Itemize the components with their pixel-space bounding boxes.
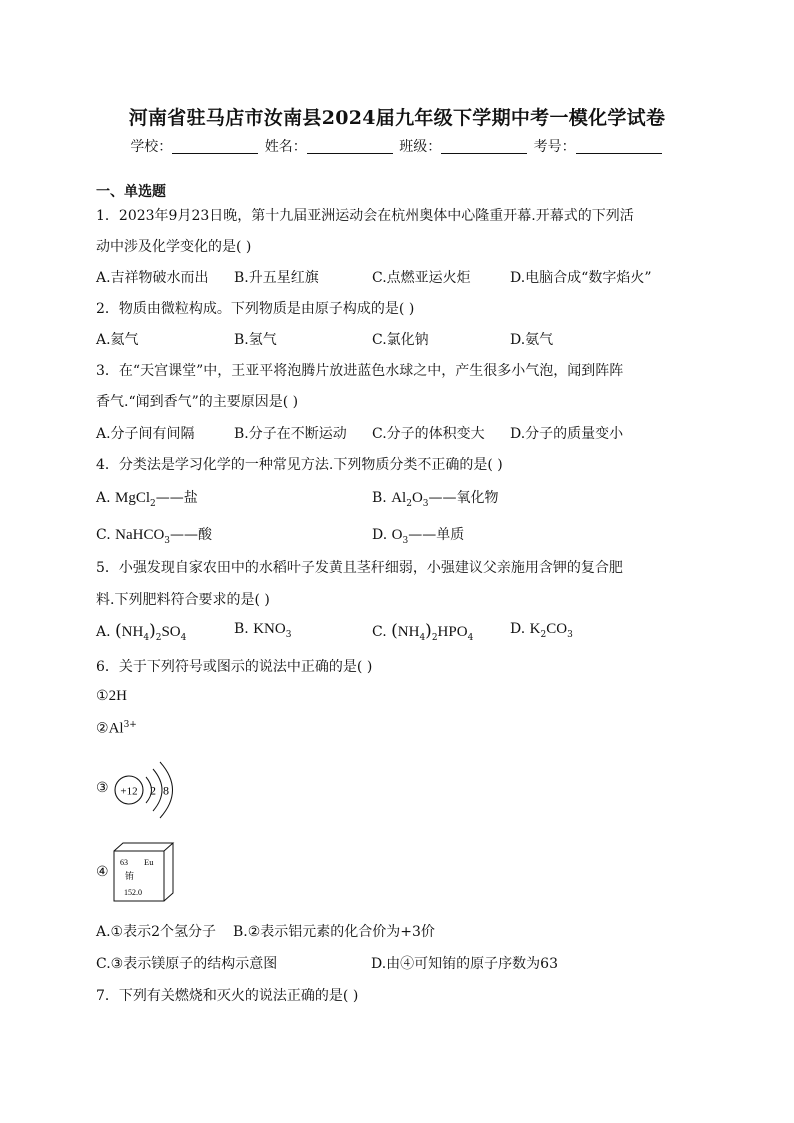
element-name: 铕 <box>125 872 135 882</box>
q5-option-c <box>372 621 473 643</box>
q6-item-4-number: ④ <box>96 864 109 880</box>
q2-option-a: A.氦气 <box>96 332 139 348</box>
q4-option-b <box>372 487 499 509</box>
q3-option-b: B.分子在不断运动 <box>234 426 347 442</box>
q3-option-c: C.分子的体积变大 <box>372 426 485 442</box>
subscript: 2 <box>155 632 162 643</box>
question-3-line-2: 香气.“闻到香气”的主要原因是( ) <box>96 394 299 410</box>
formula-text: NH <box>397 624 420 640</box>
left-paren: ( <box>391 621 398 641</box>
name-label: 姓名： <box>264 139 307 155</box>
subscript: 4 <box>180 632 187 643</box>
option-label: D. <box>510 621 526 637</box>
atomic-number: 63 <box>120 858 128 867</box>
card-top <box>114 843 173 851</box>
q3-option-a: A.分子间有间隔 <box>96 426 195 442</box>
q6-option-a: A.①表示2个氢分子 <box>96 924 217 940</box>
q1-option-d: D.电脑合成“数字焰火” <box>510 270 652 286</box>
subscript: 4 <box>143 632 150 643</box>
q1-option-a: A.吉祥物破水而出 <box>96 270 209 286</box>
classification-text: ——酸 <box>170 527 213 543</box>
symbol-text: 2H <box>108 688 127 704</box>
subscript: 3 <box>164 535 171 546</box>
option-label: C. <box>372 624 387 640</box>
question-3-line-1: 3．在“天宫课堂”中，王亚平将泡腾片放进蓝色水球之中，产生很多小气泡，闻到阵阵 <box>96 363 624 379</box>
formula-text: K <box>529 621 541 637</box>
atomic-mass: 152.0 <box>124 888 142 897</box>
superscript: 3+ <box>123 720 137 730</box>
subscript: 2 <box>150 498 156 509</box>
formula-text: NaHCO <box>115 527 165 543</box>
q5-option-a <box>96 621 186 643</box>
name-blank[interactable] <box>307 139 393 154</box>
question-6-line-1: 6．关于下列符号或图示的说法中正确的是( ) <box>96 659 373 675</box>
magnesium-atom-structure-diagram <box>112 760 192 820</box>
exam-number-blank[interactable] <box>576 139 662 154</box>
question-2-line-1: 2．物质由微粒构成。下列物质是由原子构成的是( ) <box>96 301 415 317</box>
class-label: 班级： <box>399 139 442 155</box>
q2-option-d: D.氨气 <box>510 332 554 348</box>
option-label: B. <box>234 621 249 637</box>
exam-number-label: 考号： <box>533 139 576 155</box>
card-side <box>164 843 173 901</box>
class-blank[interactable] <box>441 139 527 154</box>
school-label: 学校： <box>130 139 173 155</box>
classification-text: ——单质 <box>408 527 465 543</box>
right-paren: ) <box>425 621 432 641</box>
subscript: 2 <box>540 629 547 640</box>
question-1-line-2: 动中涉及化学变化的是( ) <box>96 239 252 255</box>
q6-option-b: B.②表示铝元素的化合价为+3价 <box>233 924 435 940</box>
student-info-row <box>0 136 794 156</box>
q4-option-d <box>372 524 464 546</box>
question-4-line-1: 4．分类法是学习化学的一种常见方法.下列物质分类不正确的是( ) <box>96 457 503 473</box>
subscript: 3 <box>402 535 409 546</box>
circled-number: ② <box>96 720 109 737</box>
classification-text: ——盐 <box>155 490 198 506</box>
circled-number: ① <box>96 688 109 704</box>
option-label: B. <box>372 490 387 506</box>
q3-option-d: D.分子的质量变小 <box>510 426 624 442</box>
subscript: 4 <box>467 632 474 643</box>
q6-option-c: C.③表示镁原子的结构示意图 <box>96 956 278 972</box>
q1-option-b: B.升五星红旗 <box>234 270 319 286</box>
left-paren: ( <box>115 621 122 641</box>
question-7-line-1: 7．下列有关燃烧和灭火的说法正确的是( ) <box>96 988 359 1004</box>
europium-element-card <box>113 842 175 902</box>
q6-item-3-number: ③ <box>96 780 109 796</box>
subscript: 2 <box>431 632 438 643</box>
q2-option-c: C.氯化钠 <box>372 332 429 348</box>
question-5-line-2: 料.下列肥料符合要求的是( ) <box>96 592 270 608</box>
q5-option-b <box>234 621 291 640</box>
exam-title: 河南省驻马店市汝南县2024届九年级下学期中考一模化学试卷 <box>128 107 666 129</box>
nucleus-charge: +12 <box>120 785 138 798</box>
subscript: 3 <box>422 498 429 509</box>
q6-item-1 <box>96 688 127 705</box>
formula-text: KNO <box>253 621 286 637</box>
subscript: 2 <box>406 498 412 509</box>
option-label: A. <box>96 624 111 640</box>
q4-option-c <box>96 524 212 546</box>
classification-text: ——氧化物 <box>428 490 499 506</box>
section-heading: 一、单选题 <box>96 184 166 200</box>
option-label: D. <box>372 527 388 543</box>
shell-electron-count-2: 8 <box>163 783 169 798</box>
formula-text: O <box>391 527 403 543</box>
subscript: 4 <box>419 632 426 643</box>
option-label: C. <box>96 527 111 543</box>
q1-option-c: C.点燃亚运火炬 <box>372 270 471 286</box>
school-blank[interactable] <box>172 139 258 154</box>
element-symbol: Eu <box>144 857 154 867</box>
formula-text: HPO <box>437 624 468 640</box>
right-paren: ) <box>149 621 156 641</box>
formula-text: SO <box>161 624 181 640</box>
formula-text: CO <box>546 621 568 637</box>
formula-text: MgCl <box>115 490 151 506</box>
symbol-text: Al <box>108 720 124 737</box>
q5-option-d <box>510 621 573 640</box>
q6-option-d: D.由④可知铕的原子序数为63 <box>371 956 558 972</box>
q6-item-2 <box>96 720 137 738</box>
subscript: 3 <box>567 629 573 640</box>
q4-option-a <box>96 487 198 509</box>
question-5-line-1: 5．小强发现自家农田中的水稻叶子发黄且茎秆细弱，小强建议父亲施用含钾的复合肥 <box>96 560 623 576</box>
shell-electron-count-1: 2 <box>150 783 156 798</box>
q2-option-b: B.氢气 <box>234 332 277 348</box>
formula-text: NH <box>121 624 144 640</box>
subscript: 3 <box>285 629 292 640</box>
option-label: A. <box>96 490 111 506</box>
question-1-line-1: 1．2023年9月23日晚，第十九届亚洲运动会在杭州奥体中心隆重开幕.开幕式的下列活 <box>96 208 634 224</box>
formula-text: Al <box>391 490 407 506</box>
formula-text: O <box>411 490 423 506</box>
